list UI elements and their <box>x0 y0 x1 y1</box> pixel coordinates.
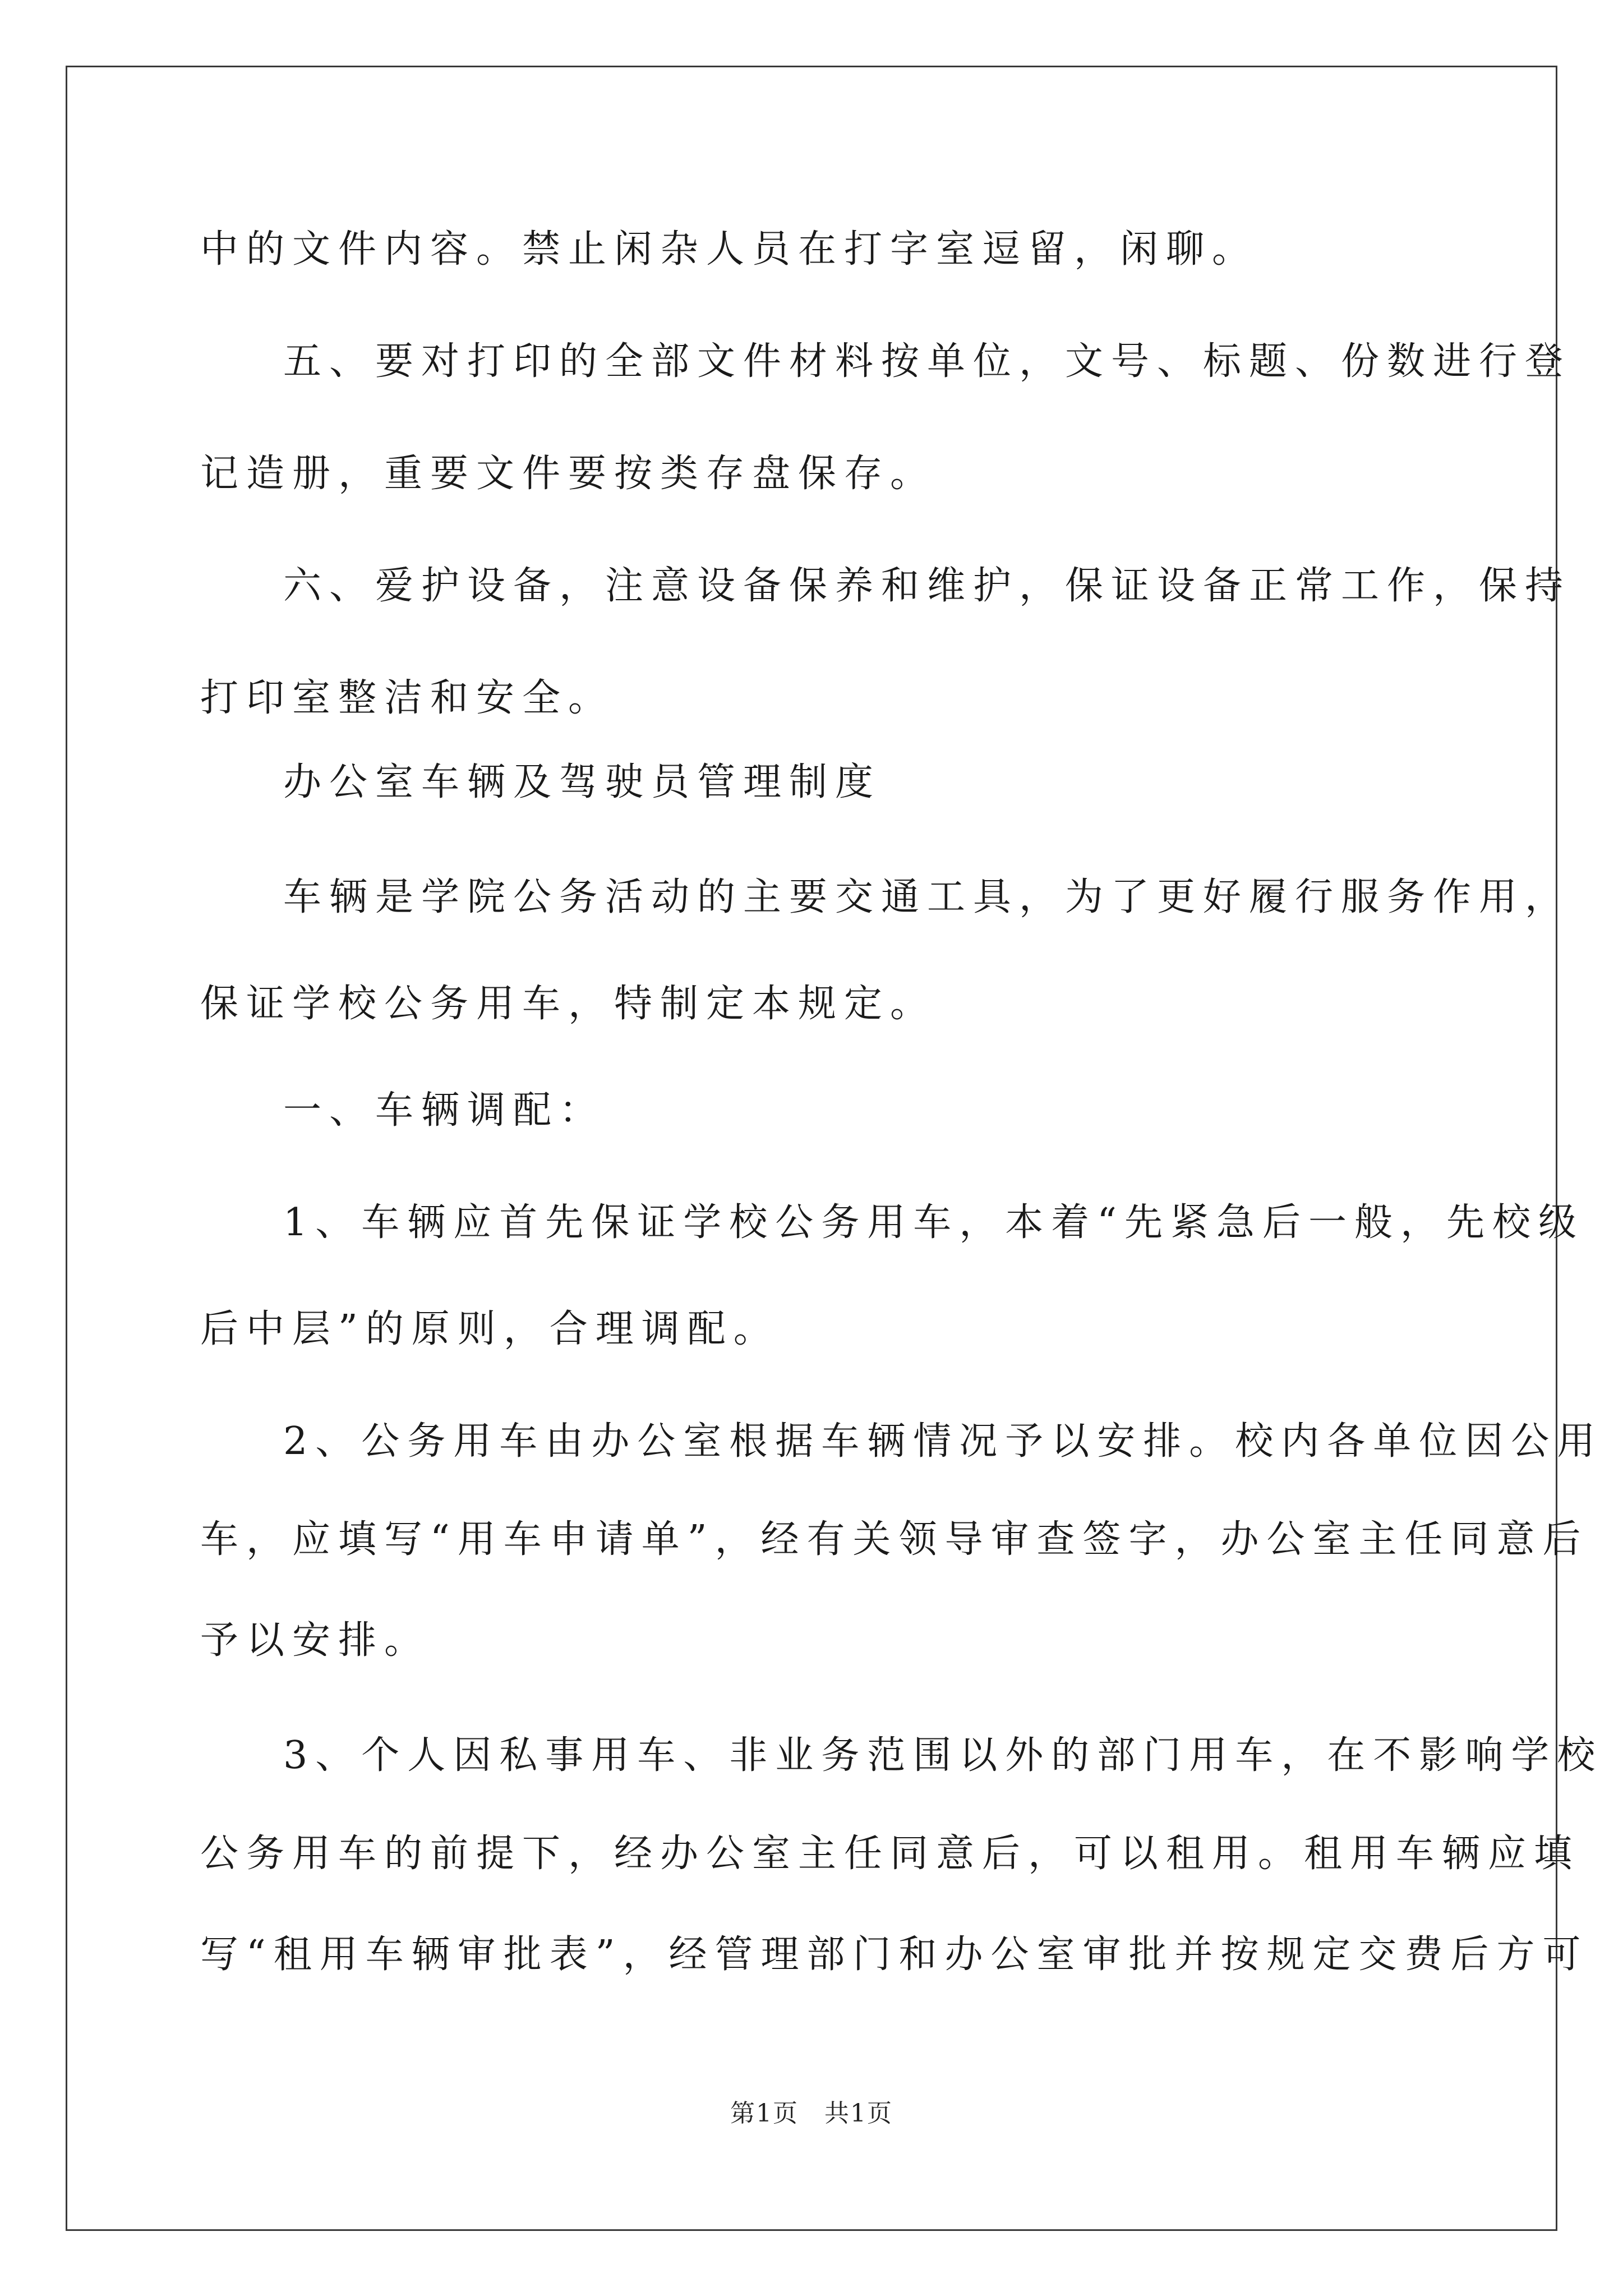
text-line-7: 车辆是学院公务活动的主要交通工具，为了更好履行服务作用， <box>283 875 1571 919</box>
text-line-11: 后中层”的原则，合理调配。 <box>200 1307 780 1351</box>
text-line-13: 车，应填写“用车申请单”，经有关领导审查签字，办公室主任同意后 <box>200 1517 1589 1562</box>
text-line-14: 予以安排。 <box>200 1618 431 1663</box>
text-line-4: 六、爱护设备，注意设备保养和维护，保证设备正常工作，保持 <box>283 564 1571 608</box>
text-line-8: 保证学校公务用车，特制定本规定。 <box>200 982 937 1026</box>
text-line-10: 1、车辆应首先保证学校公务用车，本着“先紧急后一般，先校级 <box>283 1200 1585 1245</box>
text-line-3: 记造册，重要文件要按类存盘保存。 <box>200 452 937 496</box>
text-line-5: 打印室整洁和安全。 <box>200 676 615 720</box>
page-number-footer: 第1页 共1页 <box>730 2099 893 2128</box>
section-title: 办公室车辆及驾驶员管理制度 <box>283 760 882 804</box>
text-line-12: 2、公务用车由办公室根据车辆情况予以安排。校内各单位因公用 <box>283 1419 1603 1464</box>
text-line-16: 公务用车的前提下，经办公室主任同意后，可以租用。租用车辆应填 <box>200 1832 1580 1876</box>
text-line-15: 3、个人因私事用车、非业务范围以外的部门用车，在不影响学校 <box>283 1733 1603 1778</box>
text-line-1: 中的文件内容。禁止闲杂人员在打字室逗留，闲聊。 <box>200 227 1258 272</box>
text-line-9: 一、车辆调配： <box>283 1088 606 1133</box>
page-border <box>66 66 1603 2231</box>
text-line-2: 五、要对打印的全部文件材料按单位，文号、标题、份数进行登 <box>283 339 1571 384</box>
text-line-17: 写“租用车辆审批表”，经管理部门和办公室审批并按规定交费后方可 <box>200 1932 1589 1977</box>
